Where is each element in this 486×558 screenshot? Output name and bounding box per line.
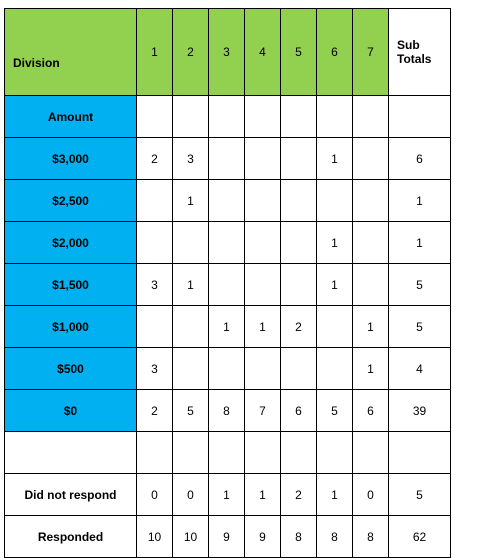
division-4-cell: 7 bbox=[245, 390, 281, 432]
row-label: $500 bbox=[5, 348, 137, 390]
division-7-cell bbox=[353, 264, 389, 306]
division-5-cell: 2 bbox=[281, 474, 317, 516]
amount-row bbox=[5, 306, 451, 348]
amount-row bbox=[5, 222, 451, 264]
division-6-cell: 1 bbox=[317, 138, 353, 180]
subtotal-cell: 6 bbox=[389, 138, 451, 180]
amount-row bbox=[5, 138, 451, 180]
division-1-cell: 3 bbox=[137, 264, 173, 306]
division-6-cell bbox=[317, 432, 353, 474]
subtotal-cell: 1 bbox=[389, 180, 451, 222]
division-7-cell bbox=[353, 222, 389, 264]
division-6-cell: 8 bbox=[317, 516, 353, 558]
amount-header: Amount bbox=[5, 96, 137, 138]
division-7-cell: 1 bbox=[353, 306, 389, 348]
division-6-cell bbox=[317, 348, 353, 390]
division-4-cell: 1 bbox=[245, 306, 281, 348]
empty-cell bbox=[173, 96, 209, 138]
subtotals-line-1: Sub bbox=[397, 38, 420, 52]
empty-cell bbox=[209, 96, 245, 138]
division-7-cell: 0 bbox=[353, 474, 389, 516]
amount-row bbox=[5, 264, 451, 306]
subtotal-cell: 4 bbox=[389, 348, 451, 390]
row-label: $3,000 bbox=[5, 138, 137, 180]
division-5-cell: 2 bbox=[281, 306, 317, 348]
division-7-cell: 6 bbox=[353, 390, 389, 432]
division-5-cell: 8 bbox=[281, 516, 317, 558]
subtotal-cell: 39 bbox=[389, 390, 451, 432]
division-2-cell: 10 bbox=[173, 516, 209, 558]
division-1-cell bbox=[137, 306, 173, 348]
division-3-cell bbox=[209, 138, 245, 180]
division-6-header: 6 bbox=[317, 9, 353, 96]
division-2-cell bbox=[173, 306, 209, 348]
division-3-cell bbox=[209, 264, 245, 306]
summary-row bbox=[5, 516, 451, 558]
division-5-cell bbox=[281, 348, 317, 390]
division-2-cell: 3 bbox=[173, 138, 209, 180]
division-4-cell bbox=[245, 432, 281, 474]
division-6-cell bbox=[317, 306, 353, 348]
amount-row bbox=[5, 348, 451, 390]
row-label: Did not respond bbox=[5, 474, 137, 516]
division-3-cell bbox=[209, 432, 245, 474]
division-2-cell bbox=[173, 432, 209, 474]
division-3-cell: 9 bbox=[209, 516, 245, 558]
division-1-cell: 3 bbox=[137, 348, 173, 390]
responses-table bbox=[4, 8, 451, 558]
division-1-cell: 10 bbox=[137, 516, 173, 558]
empty-cell bbox=[245, 96, 281, 138]
blank-row bbox=[5, 432, 451, 474]
subtotal-cell: 5 bbox=[389, 264, 451, 306]
division-7-cell bbox=[353, 138, 389, 180]
division-2-cell: 5 bbox=[173, 390, 209, 432]
row-label: $2,000 bbox=[5, 222, 137, 264]
division-1-cell bbox=[137, 180, 173, 222]
division-5-cell: 6 bbox=[281, 390, 317, 432]
division-1-cell: 2 bbox=[137, 390, 173, 432]
empty-cell bbox=[353, 96, 389, 138]
division-3-cell bbox=[209, 180, 245, 222]
division-6-cell bbox=[317, 180, 353, 222]
division-1-cell bbox=[137, 432, 173, 474]
subtotals-line-2: Totals bbox=[397, 52, 432, 66]
row-label: Responded bbox=[5, 516, 137, 558]
division-5-cell bbox=[281, 432, 317, 474]
row-label: $1,000 bbox=[5, 306, 137, 348]
division-3-cell: 8 bbox=[209, 390, 245, 432]
division-2-header: 2 bbox=[173, 9, 209, 96]
division-5-cell bbox=[281, 222, 317, 264]
row-label: $0 bbox=[5, 390, 137, 432]
division-2-cell: 0 bbox=[173, 474, 209, 516]
row-label bbox=[5, 432, 137, 474]
subtotal-cell: 5 bbox=[389, 306, 451, 348]
division-4-header: 4 bbox=[245, 9, 281, 96]
header-row bbox=[5, 9, 451, 96]
row-label: $2,500 bbox=[5, 180, 137, 222]
division-4-cell bbox=[245, 180, 281, 222]
empty-cell bbox=[281, 96, 317, 138]
division-4-cell bbox=[245, 264, 281, 306]
division-1-header: 1 bbox=[137, 9, 173, 96]
division-2-cell: 1 bbox=[173, 180, 209, 222]
division-6-cell: 5 bbox=[317, 390, 353, 432]
amount-row bbox=[5, 390, 451, 432]
empty-cell bbox=[317, 96, 353, 138]
division-3-cell: 1 bbox=[209, 306, 245, 348]
division-2-cell bbox=[173, 222, 209, 264]
subtotal-cell: 1 bbox=[389, 222, 451, 264]
division-2-cell: 1 bbox=[173, 264, 209, 306]
division-7-cell: 8 bbox=[353, 516, 389, 558]
division-header: Division bbox=[5, 9, 137, 96]
division-3-cell bbox=[209, 348, 245, 390]
amount-header-row bbox=[5, 96, 451, 138]
division-7-cell bbox=[353, 180, 389, 222]
subtotal-cell bbox=[389, 432, 451, 474]
division-1-cell bbox=[137, 222, 173, 264]
division-7-cell: 1 bbox=[353, 348, 389, 390]
division-4-cell: 9 bbox=[245, 516, 281, 558]
division-3-cell bbox=[209, 222, 245, 264]
division-5-cell bbox=[281, 180, 317, 222]
division-7-cell bbox=[353, 432, 389, 474]
division-6-cell: 1 bbox=[317, 474, 353, 516]
empty-cell bbox=[389, 96, 451, 138]
empty-cell bbox=[137, 96, 173, 138]
division-6-cell: 1 bbox=[317, 222, 353, 264]
division-5-cell bbox=[281, 264, 317, 306]
row-label: $1,500 bbox=[5, 264, 137, 306]
division-4-cell bbox=[245, 222, 281, 264]
subtotal-cell: 5 bbox=[389, 474, 451, 516]
summary-row bbox=[5, 474, 451, 516]
division-5-cell bbox=[281, 138, 317, 180]
division-4-cell bbox=[245, 348, 281, 390]
division-6-cell: 1 bbox=[317, 264, 353, 306]
division-1-cell: 0 bbox=[137, 474, 173, 516]
division-3-header: 3 bbox=[209, 9, 245, 96]
division-7-header: 7 bbox=[353, 9, 389, 96]
division-2-cell bbox=[173, 348, 209, 390]
division-4-cell: 1 bbox=[245, 474, 281, 516]
subtotals-header bbox=[389, 9, 451, 96]
division-4-cell bbox=[245, 138, 281, 180]
subtotal-cell: 62 bbox=[389, 516, 451, 558]
division-1-cell: 2 bbox=[137, 138, 173, 180]
division-3-cell: 1 bbox=[209, 474, 245, 516]
amount-row bbox=[5, 180, 451, 222]
division-5-header: 5 bbox=[281, 9, 317, 96]
